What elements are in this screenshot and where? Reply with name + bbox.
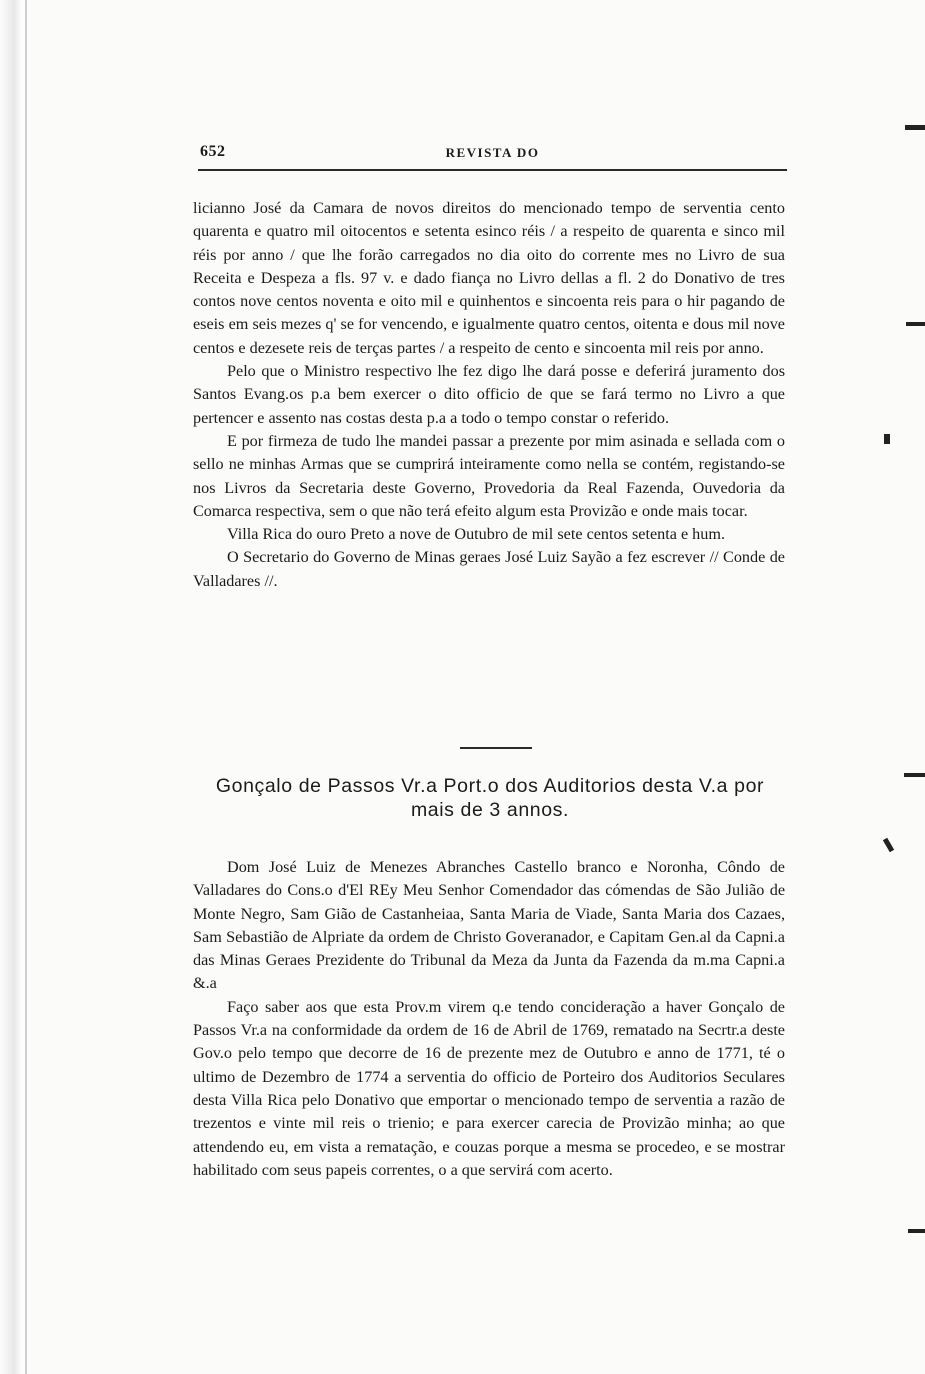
- paragraph: Villa Rica do ouro Preto a nove de Outubro de mil sete centos setenta e hum.: [227, 525, 726, 544]
- edge-mark: [883, 838, 894, 853]
- page-header: [200, 143, 785, 167]
- header-rule: [198, 169, 787, 171]
- running-title: REVISTA DO: [445, 145, 540, 160]
- document-text: [193, 856, 785, 1182]
- edge-mark: [904, 773, 925, 777]
- edge-mark: [905, 125, 925, 130]
- paragraph: Dom José Luiz de Menezes Abranches Castello branco e Noronha, Côndo de Valladares do Cons.o d'El REy Meu Senhor Comendador das cómendas de São Julião de Monte Negro, Sam Gião de Castanheiaa, Santa Maria de Viade, Santa Maria dos Cazaes, Sam Sebastião de Alpriate da ordem de Christo Goveranador, e Capitam Gen.al da Capni.a das Minas Geraes Prezidente do Tribunal da Meza da Junta da Fazenda da m.ma Capni.a &.a: [193, 858, 785, 993]
- section-heading: Gonçalo de Passos Vr.a Port.o dos Auditorios desta V.a por mais de 3 annos.: [215, 775, 765, 821]
- continuation-text: [193, 197, 785, 593]
- edge-mark: [908, 1229, 925, 1233]
- paragraph: Pelo que o Ministro respectivo lhe fez digo lhe dará posse e deferirá juramento dos Santos Evang.os p.a bem exercer o dito officio de que se fará termo no Livro a que pertencer e assento nas costas desta p.a a todo o tempo constar o referido.: [193, 362, 785, 427]
- paragraph: O Secretario do Governo de Minas geraes José Luiz Sayão a fez escrever // Conde de Valladares //.: [193, 548, 785, 590]
- edge-mark: [884, 434, 890, 444]
- section-separator: [460, 747, 532, 749]
- paragraph: Faço saber aos que esta Prov.m virem q.e tendo concideração a haver Gonçalo de Passos Vr.a na conformidade da ordem de 16 de Abril de 1769, rematado na Secrtr.a deste Gov.o pelo tempo que decorre de 16 de prezente mez de Outubro e anno de 1771, té o ultimo de Dezembro de 1774 a serventia do officio de Porteiro dos Auditorios Seculares desta Villa Rica pelo Donativo que emportar o mencionado tempo de serventia a razão de trezentos e vinte mil reis o trienio; e para exercer carecia de Provizão minha; ao que attendendo eu, em vista a rematação, e couzas porque a mesma se procedeo, e se mostrar habilitado com seus papeis correntes, o a que servirá com acerto.: [193, 997, 785, 1179]
- paragraph: licianno José da Camara de novos direitos do mencionado tempo de serventia cento quarenta e quatro mil oitocentos e setenta esinco réis / a respeito de quarenta e sinco mil réis por anno / que lhe forão carregados no dia oito do corrente mes no Livro de sua Receita e Despeza a fls. 97 v. e dado fiança no Livro dellas a fl. 2 do Donativo de tres contos nove centos noventa e oito mil e quinhentos e sincoenta reis para o hir pagando de eseis em seis mezes q' se for vencendo, e igualmente quatro centos, oitenta e dous mil nove centos e dezesete reis de terças partes / a respeito de cento e sincoenta mil reis por anno.: [193, 199, 785, 357]
- edge-mark: [906, 322, 925, 326]
- gutter-line: [25, 0, 27, 1374]
- paragraph: E por firmeza de tudo lhe mandei passar a prezente por mim asinada e sellada com o sello ne minhas Armas que se cumprirá inteiramente como nella se contém, registando-se nos Livros da Secretaria deste Governo, Provedoria da Real Fazenda, Ouvedoria da Comarca respectiva, sem o que não terá efeito algum esta Provizão e onde mais tocar.: [193, 431, 785, 520]
- page-number: 652: [200, 143, 226, 160]
